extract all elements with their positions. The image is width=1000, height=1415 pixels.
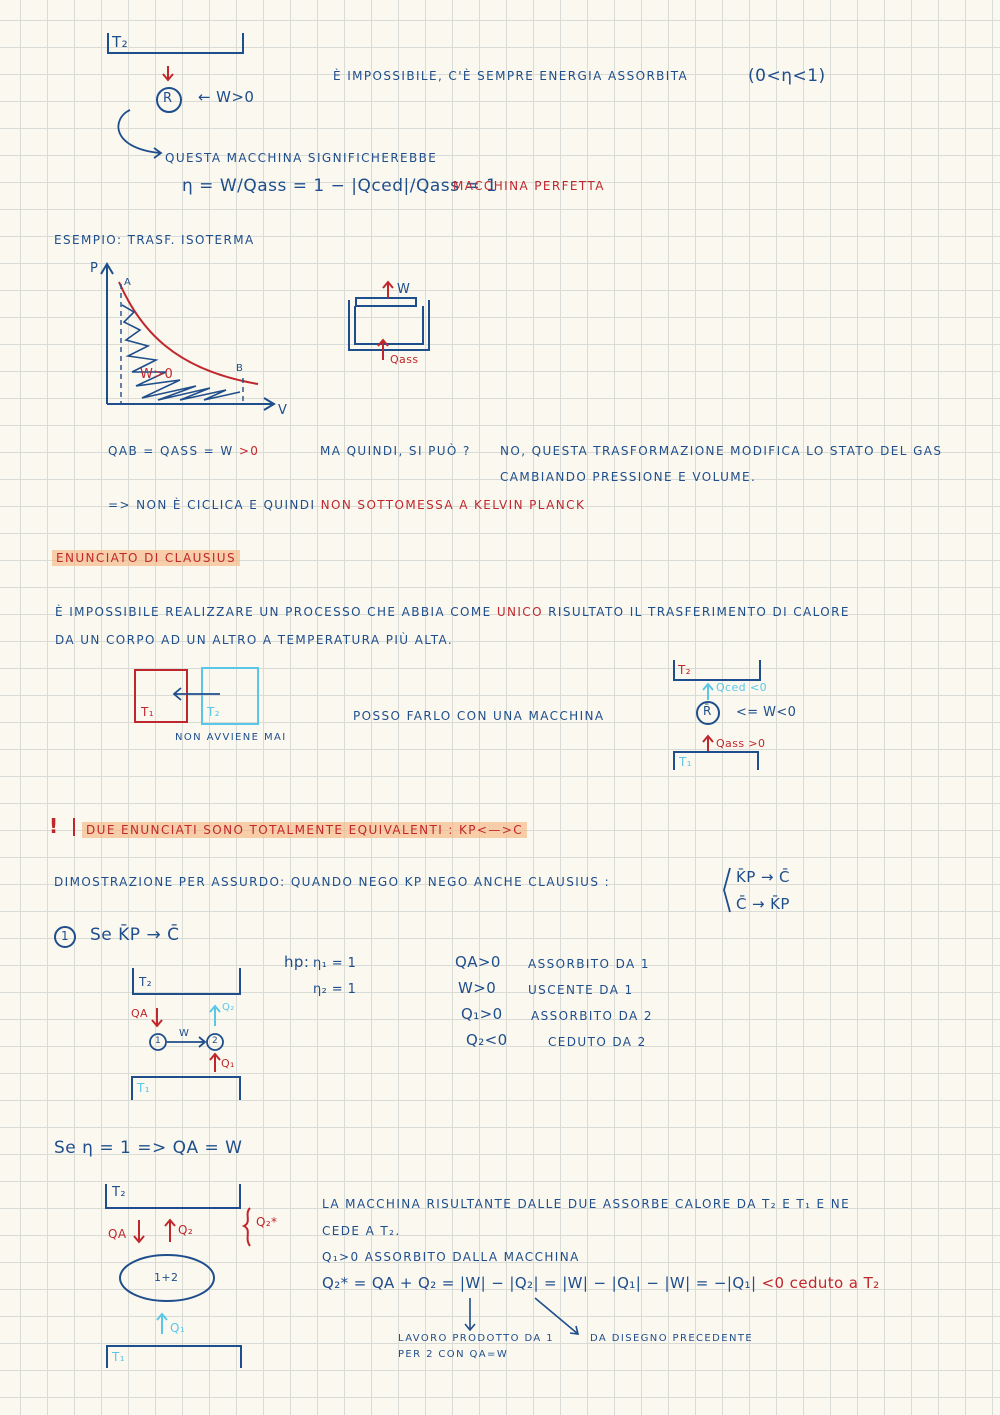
c2-note-work-line2: PER 2 CON QA=W bbox=[398, 1349, 509, 1360]
fridge-qass-label: Qass >0 bbox=[716, 737, 766, 750]
ma-quindi-question: MA QUINDI, SI PUÒ ? bbox=[320, 444, 471, 458]
c1-list-desc-2: ASSORBITO DA 2 bbox=[531, 1009, 653, 1023]
efficiency-range: (0<η<1) bbox=[748, 66, 826, 86]
no-explanation-line2: CAMBIANDO PRESSIONE E VOLUME. bbox=[500, 470, 757, 484]
c2-qa-label: QA bbox=[108, 1227, 127, 1241]
c2-t1-bracket bbox=[107, 1346, 241, 1368]
machine-r-label: R bbox=[163, 91, 173, 106]
clausius-heading: ENUNCIATO DI CLAUSIUS bbox=[52, 550, 240, 566]
c1-list-desc-1: USCENTE DA 1 bbox=[528, 983, 634, 997]
fridge-t2-label: T₂ bbox=[678, 663, 691, 677]
questa-macchina-text: QUESTA MACCHINA SIGNIFICHEREBBE bbox=[165, 151, 438, 165]
c2-q2star-label: Q₂* bbox=[256, 1215, 278, 1229]
clausius-line1-post: RISULTATO IL TRASFERIMENTO DI CALORE bbox=[548, 605, 850, 619]
non-avviene-label: NON AVVIENE MAI bbox=[175, 732, 287, 743]
c1-qa-label: QA bbox=[131, 1007, 148, 1020]
c1-w-label: W bbox=[179, 1028, 190, 1039]
dimostrazione-text: DIMOSTRAZIONE PER ASSURDO: QUANDO NEGO KP NEGO ANCHE CLAUSIUS : bbox=[54, 875, 611, 889]
c1-t1-label: T₁ bbox=[137, 1081, 150, 1095]
implication-1: K̄P → C̄ bbox=[736, 868, 790, 886]
piston-heat-label: Qass bbox=[390, 353, 419, 366]
c1-q2-label: Q₂ bbox=[222, 1002, 235, 1013]
c1-q1-label: Q₁ bbox=[221, 1057, 235, 1070]
c1-list-sym-2: Q₁>0 bbox=[461, 1005, 503, 1023]
case1-heading: Se K̄P → C̄ bbox=[90, 925, 180, 945]
v-axis-label: V bbox=[278, 403, 288, 418]
work-area-label: W>0 bbox=[140, 367, 174, 382]
c2-q2-label: Q₂ bbox=[178, 1223, 194, 1237]
point-a-label: A bbox=[124, 277, 132, 288]
arrow-to-drawing-note bbox=[535, 1298, 578, 1334]
c2-t2-label: T₂ bbox=[112, 1185, 126, 1200]
box-t2-label: T₂ bbox=[207, 705, 220, 719]
fridge-t1-label: T₁ bbox=[679, 755, 692, 769]
case2-heading: Se η = 1 => QA = W bbox=[54, 1138, 243, 1158]
t2-label: T₂ bbox=[112, 33, 128, 51]
fridge-qced-label: Qced <0 bbox=[716, 681, 767, 694]
c1-list-sym-0: QA>0 bbox=[455, 953, 501, 971]
point-b-label: B bbox=[236, 363, 244, 374]
c2-note-drawing: DA DISEGNO PRECEDENTE bbox=[590, 1333, 754, 1344]
example-heading: ESEMPIO: TRASF. ISOTERMA bbox=[54, 233, 255, 247]
p-axis-label: P bbox=[90, 261, 99, 276]
c1-list-desc-3: CEDUTO DA 2 bbox=[548, 1035, 647, 1049]
c2-combo-label: 1+2 bbox=[154, 1271, 179, 1284]
c2-desc-line1: LA MACCHINA RISULTANTE DALLE DUE ASSORBE CALORE DA T₂ E T₁ E NE bbox=[322, 1197, 851, 1211]
work-arrow-label: ← W>0 bbox=[198, 88, 255, 106]
c1-list-desc-0: ASSORBITO DA 1 bbox=[528, 957, 650, 971]
impossible-statement: È IMPOSSIBILE, C'È SEMPRE ENERGIA ASSORBITA bbox=[333, 69, 689, 83]
implication-2: C̄ → K̄P bbox=[736, 895, 790, 913]
c2-t1-label: T₁ bbox=[112, 1350, 125, 1364]
non-ciclica-text: => NON È CICLICA E QUINDI bbox=[108, 498, 316, 512]
posso-farlo-text: POSSO FARLO CON UNA MACCHINA bbox=[353, 709, 605, 723]
c2-equation-result: <0 ceduto a T₂ bbox=[761, 1274, 880, 1292]
c1-list-sym-1: W>0 bbox=[458, 979, 497, 997]
efficiency-formula: η = W/Qass = 1 − |Qced|/Qass = 1 bbox=[182, 176, 498, 196]
hypothesis-label: hp: bbox=[284, 953, 310, 971]
fridge-rbar-label: R̄ bbox=[703, 704, 712, 718]
equivalence-heading: DUE ENUNCIATI SONO TOTALMENTE EQUIVALENTI : KP<—>C bbox=[82, 822, 527, 838]
c1-t2-label: T₂ bbox=[139, 975, 152, 989]
c2-desc-line3: Q₁>0 ASSORBITO DALLA MACCHINA bbox=[322, 1250, 580, 1264]
fridge-work-label: <= W<0 bbox=[736, 705, 797, 720]
c1-list-sym-3: Q₂<0 bbox=[466, 1031, 508, 1049]
clausius-line1-pre: È IMPOSSIBILE REALIZZARE UN PROCESSO CHE ABBIA COME bbox=[55, 605, 492, 619]
c2-desc-line2: CEDE A T₂. bbox=[322, 1224, 401, 1238]
exclamation-mark: ! bbox=[49, 814, 59, 838]
hypothesis-eta2: η₂ = 1 bbox=[313, 982, 357, 997]
c2-note-work-line1: LAVORO PRODOTTO DA 1 bbox=[398, 1333, 554, 1344]
kelvin-planck-note: NON SOTTOMESSA A KELVIN PLANCK bbox=[320, 498, 586, 512]
hypothesis-eta1: η₁ = 1 bbox=[313, 956, 357, 971]
clausius-line2: DA UN CORPO AD UN ALTRO A TEMPERATURA PIÙ ALTA. bbox=[55, 633, 454, 647]
c2-q1-label: Q₁ bbox=[170, 1321, 186, 1335]
case1-number: 1 bbox=[61, 929, 70, 943]
no-explanation-line1: NO, QUESTA TRASFORMAZIONE MODIFICA LO STATO DEL GAS bbox=[500, 444, 943, 458]
qab-main: QAB = QASS = W bbox=[108, 444, 234, 458]
arrow-to-work-note bbox=[465, 1298, 475, 1330]
clausius-unico: UNICO bbox=[496, 605, 543, 619]
box-t1-label: T₁ bbox=[141, 705, 154, 719]
qab-positive: >0 bbox=[238, 444, 260, 458]
c2-equation-main: Q₂* = QA + Q₂ = |W| − |Q₂| = |W| − |Q₁| − |W| = −|Q₁| bbox=[322, 1274, 757, 1292]
perfect-machine-label: MACCHINA PERFETTA bbox=[453, 179, 605, 193]
piston-work-label: W bbox=[397, 282, 411, 297]
c1-m2-label: 2 bbox=[212, 1036, 219, 1046]
c1-m1-label: 1 bbox=[155, 1036, 162, 1046]
